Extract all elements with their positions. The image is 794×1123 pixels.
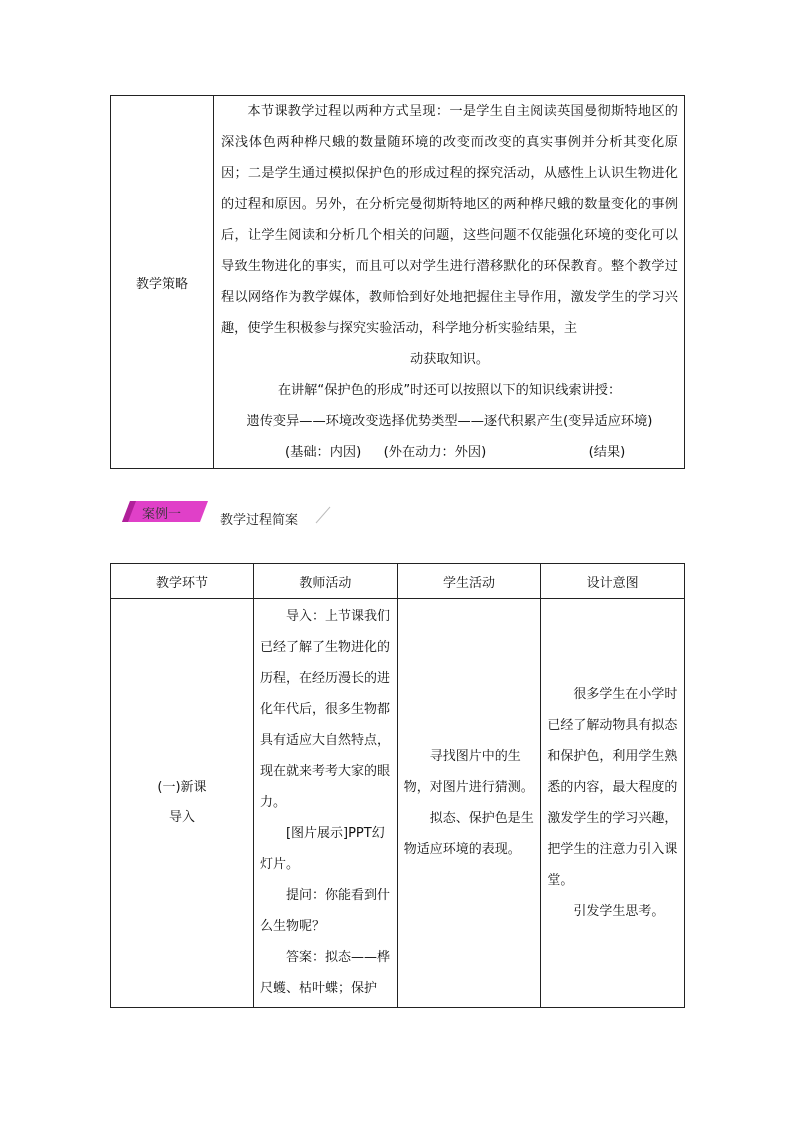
stage-line-1: (一)新课 <box>157 780 207 795</box>
teacher-question: 提问：你能看到什么生物呢？ <box>259 888 390 934</box>
design-intent-1: 很多学生在小学时已经了解动物具有拟态和保护色，利用学生熟悉的内容，最大程度的激发学生的学习兴趣，把学生的注意力引入课堂。 <box>547 687 678 888</box>
table-row <box>111 599 685 1008</box>
strategy-content <box>214 96 685 469</box>
strategy-paragraph-1-tail: 动获取知识。 <box>409 352 490 367</box>
strategy-label: 教学策略 <box>111 96 214 469</box>
teacher-answer: 答案：拟态——桦尺蠖、枯叶蝶；保护 <box>259 950 390 996</box>
design-intent-2: 引发学生思考。 <box>573 904 665 919</box>
process-table <box>110 563 685 1008</box>
header-student: 学生活动 <box>397 564 541 599</box>
teacher-slides: [图片展示]PPT幻灯片。 <box>259 826 385 872</box>
header-stage: 教学环节 <box>111 564 254 599</box>
student-activity-2: 拟态、保护色是生物适应环境的表现。 <box>403 811 534 857</box>
driver-note: (外在动力：外因) <box>383 445 487 460</box>
header-design: 设计意图 <box>541 564 685 599</box>
student-activity-1: 寻找图片中的生物，对图片进行猜测。 <box>403 749 534 795</box>
teacher-cell <box>253 599 397 1008</box>
strategy-paragraph-3: 遗传变异——环境改变选择优势类型——逐代积累产生(变异适应环境) <box>246 414 653 429</box>
design-cell <box>541 599 685 1008</box>
case-banner <box>122 501 352 533</box>
case-tag-label: 案例一 <box>142 507 182 522</box>
case-tag <box>122 501 206 522</box>
header-row <box>111 564 685 599</box>
strategy-paragraph-4 <box>221 437 678 468</box>
teacher-intro: 导入：上节课我们已经了解了生物进化的历程，在经历漫长的进化年代后，很多生物都具有适应大自然特点，现在就来考考大家的眼力。 <box>259 609 390 810</box>
case-title: 教学过程简案 <box>220 513 299 528</box>
header-teacher: 教师活动 <box>253 564 397 599</box>
strategy-paragraph-1: 本节课教学过程以两种方式呈现：一是学生自主阅读英国曼彻斯特地区的深浅体色两种桦尺蛾的数量随环境的改变而改变的真实事例并分析其变化原因；二是学生通过模拟保护色的形成过程的探究活动，从感性上认识生物进化的过程和原因。另外，在分析完曼彻斯特地区的两种桦尺蛾的数量变化的事例后，让学生阅读和分析几个相关的问题，这些问题不仅能强化环境的变化可以导致生物进化的事实，而且可以对学生进行潜移默化的环保教育。整个教学过程以网络作为教学媒体，教师恰到好处地把握住主导作用，激发学生的学习兴趣，使学生积极参与探究实验活动，科学地分析实验结果，主 <box>221 104 678 336</box>
result-note: (结果) <box>588 445 626 460</box>
strategy-paragraph-2: 在讲解“保护色的形成”时还可以按照以下的知识线索讲授： <box>277 383 622 398</box>
basis-note: (基础：内因) <box>285 445 362 460</box>
slash-decoration-icon <box>314 505 334 525</box>
student-cell <box>397 599 541 1008</box>
strategy-table <box>110 95 685 469</box>
stage-line-2: 导入 <box>168 810 195 825</box>
stage-cell <box>111 599 254 1008</box>
